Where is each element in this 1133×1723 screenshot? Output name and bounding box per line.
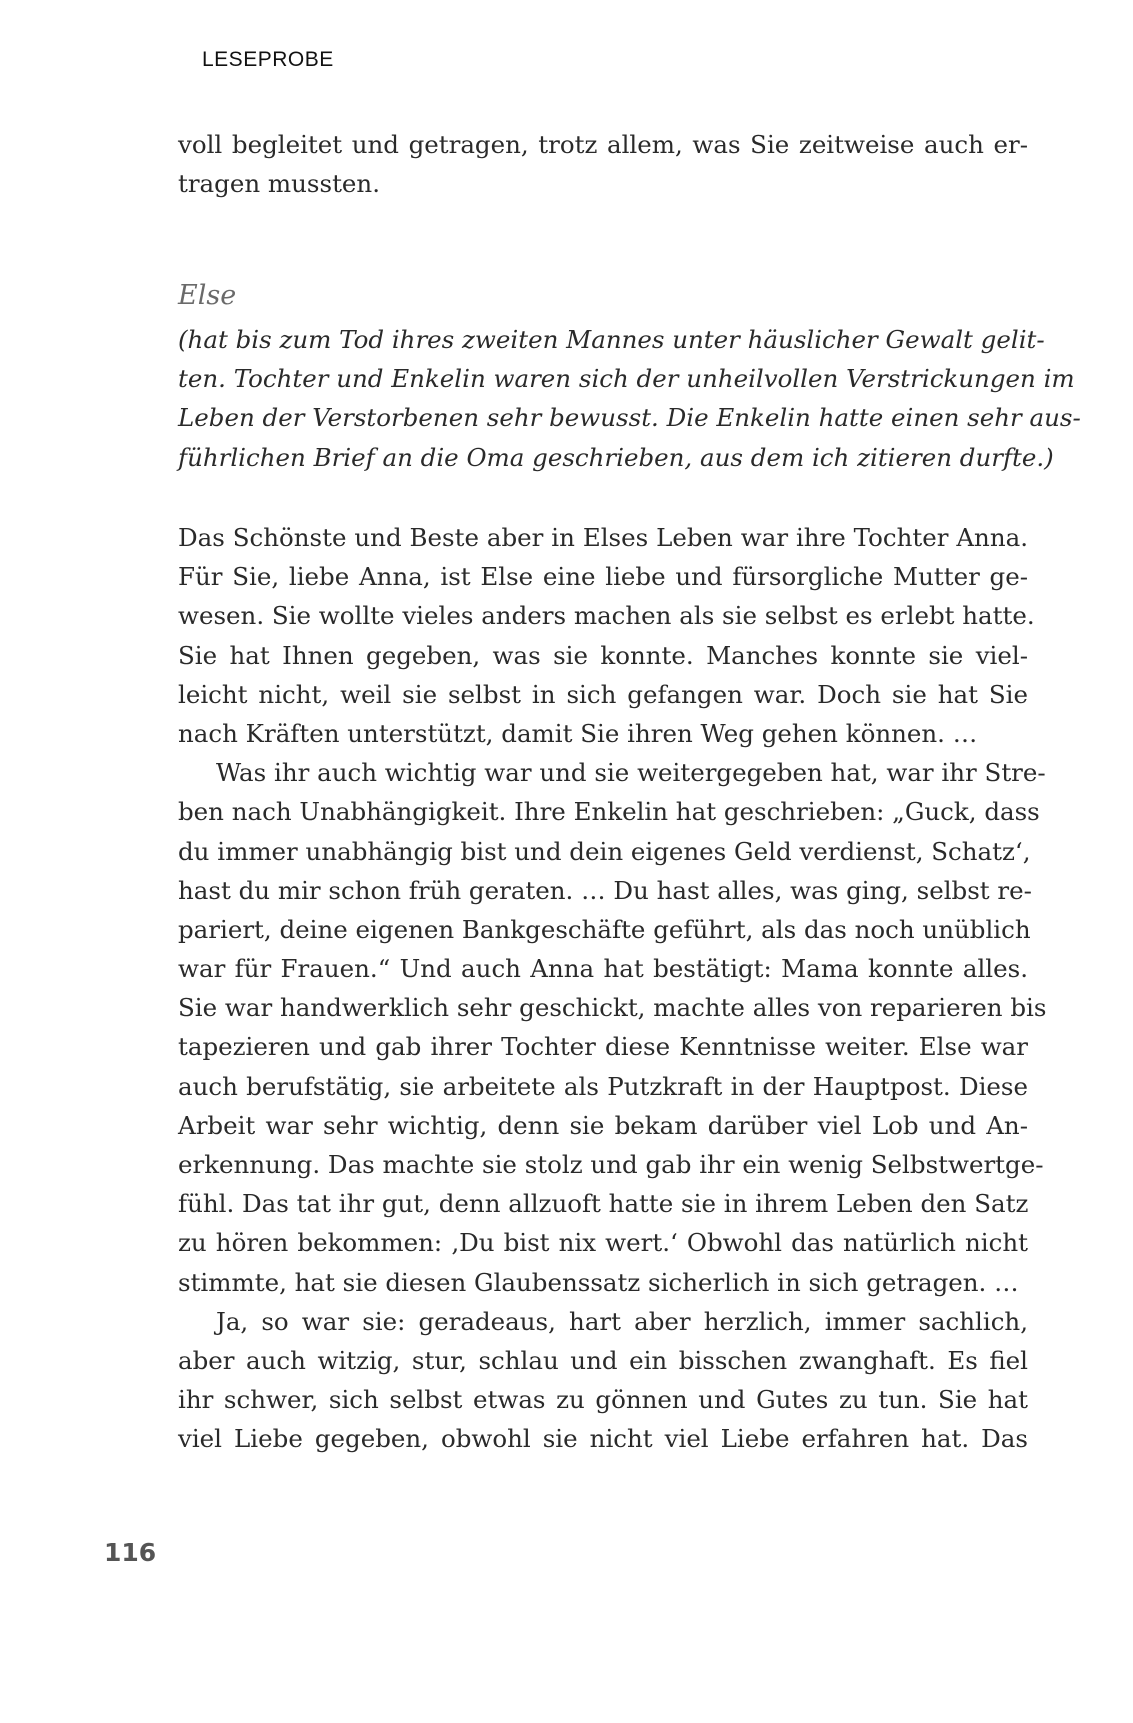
text-line: leicht nicht, weil sie selbst in sich gefangen war. Doch sie hat Sie [178,679,1028,709]
text-line: auch berufstätig, sie arbeitete als Putzkraft in der Hauptpost. Diese [178,1071,1028,1101]
text-line: voll begleitet und getragen, trotz allem, was Sie zeitweise auch er- [178,130,1028,159]
intro-line: (hat bis zum Tod ihres zweiten Mannes unter häuslicher Gewalt gelit- [178,325,1045,354]
text-line: viel Liebe gegeben, obwohl sie nicht viel Liebe erfahren hat. Das [178,1424,1028,1454]
text-line: tragen mussten. [178,169,380,199]
text-line: hast du mir schon früh geraten. … Du hast alles, was ging, selbst re- [178,875,1032,905]
text-line: aber auch witzig, stur, schlau und ein bisschen zwanghaft. Es fiel [178,1345,1028,1375]
text-line: Das Schönste und Beste aber in Elses Leben war ihre Tochter Anna. [178,523,1028,552]
text-line: Sie hat Ihnen gegeben, was sie konnte. Manches konnte sie viel- [178,640,1028,670]
section-title: Else [178,280,237,311]
text-line: pariert, deine eigenen Bankgeschäfte geführt, als das noch unüblich [178,914,1031,944]
text-line: nach Kräften unterstützt, damit Sie ihren Weg gehen können. … [178,718,978,748]
text-line: tapezieren und gab ihrer Tochter diese Kenntnisse weiter. Else war [178,1032,1028,1062]
text-line: Für Sie, liebe Anna, ist Else eine liebe und fürsorgliche Mutter ge- [178,562,1028,592]
text-line: ihr schwer, sich selbst etwas zu gönnen und Gutes zu tun. Sie hat [178,1385,1028,1415]
opening-paragraph [178,125,1028,203]
running-header: LESEPROBE [202,48,334,71]
intro-line: ten. Tochter und Enkelin waren sich der unheilvollen Verstrickungen im [178,364,1075,394]
text-line: zu hören bekommen: ‚Du bist nix wert.‘ Obwohl das natürlich nicht [178,1228,1028,1258]
text-line: Sie war handwerklich sehr geschickt, machte alles von reparieren bis [178,993,1047,1023]
text-line: erkennung. Das machte sie stolz und gab ihr ein wenig Selbstwertge- [178,1150,1044,1179]
text-line: fühl. Das tat ihr gut, denn allzuoft hatte sie in ihrem Leben den Satz [178,1189,1029,1219]
text-line: Arbeit war sehr wichtig, denn sie bekam darüber viel Lob und An- [178,1110,1028,1140]
text-line: war für Frauen.“ Und auch Anna hat bestätigt: Mama konnte alles. [178,954,1028,984]
intro-line: Leben der Verstorbenen sehr bewusst. Die Enkelin hatte einen sehr aus- [178,403,1081,433]
text-line: ben nach Unabhängigkeit. Ihre Enkelin hat geschrieben: „Guck, dass [178,797,1040,827]
text-line: du immer unabhängig bist und dein eigenes Geld verdienst, Schatz‘, [178,836,1031,866]
text-line: wesen. Sie wollte vieles anders machen als sie selbst es erlebt hatte. [178,601,1035,631]
intro-line: führlichen Brief an die Oma geschrieben, aus dem ich zitieren durfte.) [178,442,1054,472]
text-line: Ja, so war sie: geradeaus, hart aber herzlich, immer sachlich, [216,1306,1028,1336]
body-text [178,518,1047,1459]
page-number: 116 [104,1538,157,1567]
text-line: stimmte, hat sie diesen Glaubenssatz sicherlich in sich getragen. … [178,1267,1019,1297]
text-line: Was ihr auch wichtig war und sie weitergegeben hat, war ihr Stre- [216,758,1046,788]
section-intro [178,320,1081,477]
